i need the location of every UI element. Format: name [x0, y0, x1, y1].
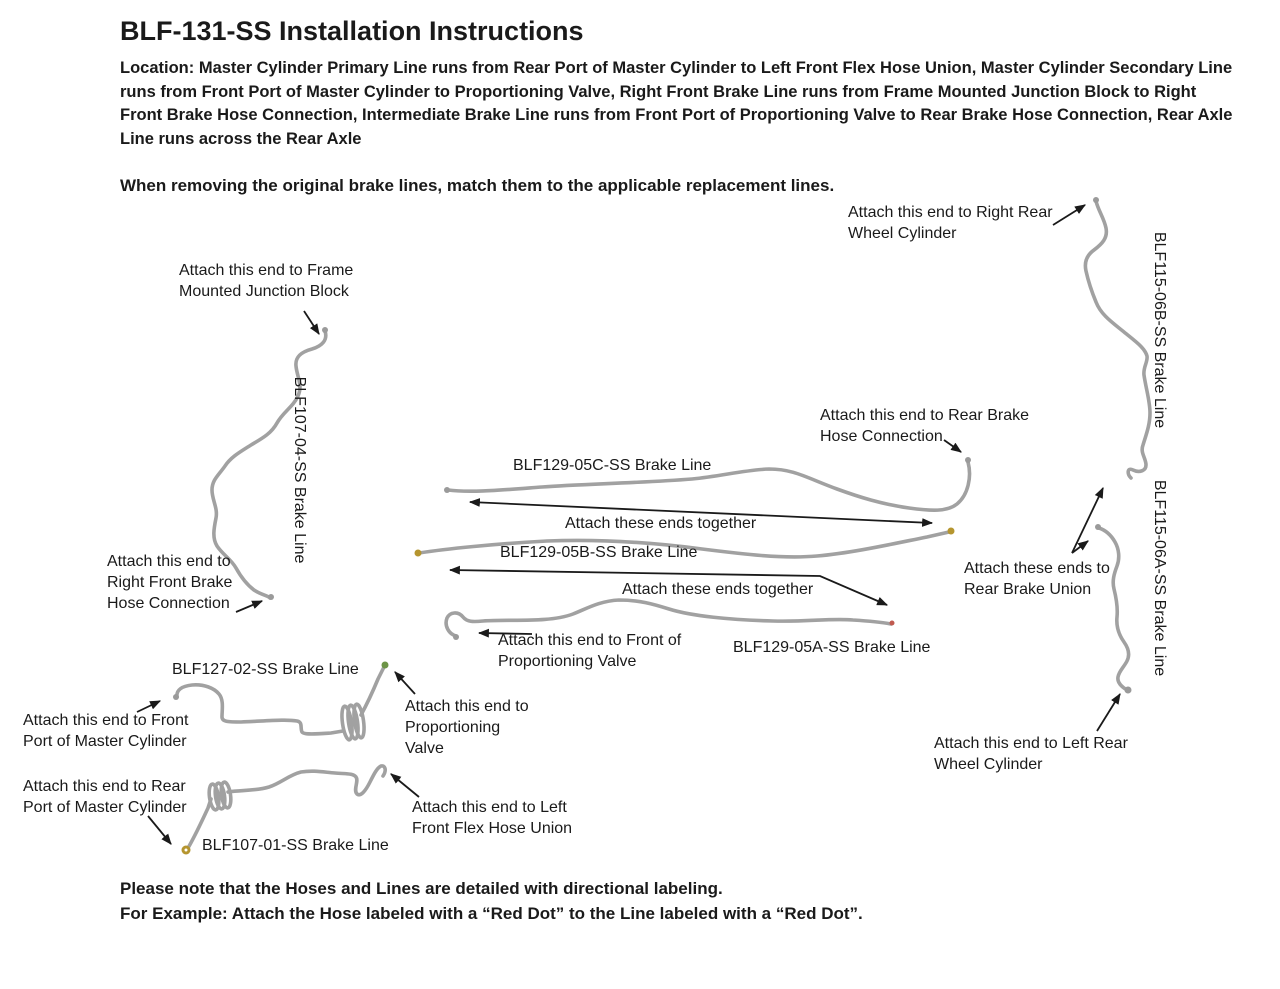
fitting-red-dot [890, 621, 895, 626]
arrow-left-rear-wheel [1097, 694, 1120, 731]
location-paragraph: Location: Master Cylinder Primary Line runs from Rear Port of Master Cylinder to Left Front Flex Hose Union, Master Cylinder Secondary Line runs from Front Port of Master Cylinder to Proportioning Valve, Right Front Brake Line runs from Frame Mounted Junction Block to Right Front Brake Hose Connection, Intermediate Brake Line runs from Front Port of Proportioning Valve to Rear Brake Hose Connection, Rear Axle Line runs across the Rear Axle [120, 59, 1233, 148]
line-label-blf127-02: BLF127-02-SS Brake Line [172, 661, 359, 678]
arrow-rear-brake-union-upper [1072, 488, 1103, 553]
callout-front-port-master: Attach this end to Front Port of Master Cylinder [23, 712, 189, 750]
line-label-blf129-05a: BLF129-05A-SS Brake Line [733, 639, 931, 656]
footer-note-line1: Please note that the Hoses and Lines are detailed with directional labeling. [120, 879, 723, 898]
callout-left-front-flex: Attach this end to Left Front Flex Hose Union [412, 799, 573, 837]
match-note: When removing the original brake lines, match them to the applicable replacement lines. [120, 176, 835, 195]
line-label-blf129-05c: BLF129-05C-SS Brake Line [513, 457, 712, 474]
line-label-blf107-01: BLF107-01-SS Brake Line [202, 837, 389, 854]
fitting-gray [453, 634, 459, 640]
callout-prop-valve: Attach this end to Proportioning Valve [405, 698, 529, 757]
fitting-brass [415, 550, 422, 557]
blf115-06b-line-drawing [1085, 201, 1150, 478]
fitting-gray [268, 594, 274, 600]
blf127-02-line-drawing [361, 667, 384, 715]
callout-rear-brake-union: Attach these ends to Rear Brake Union [964, 560, 1110, 598]
line-label-blf129-05b: BLF129-05B-SS Brake Line [500, 544, 698, 561]
fitting-gray [1125, 687, 1132, 694]
callout-left-rear-wheel: Attach this end to Left Rear Wheel Cylinder [934, 735, 1128, 773]
fitting-gray [444, 487, 450, 493]
callout-right-rear-wheel: Attach this end to Right Rear Wheel Cylinder [848, 204, 1053, 242]
page-title: BLF-131-SS Installation Instructions [120, 16, 584, 46]
footer-note-line2: For Example: Attach the Hose labeled with a “Red Dot” to the Line labeled with a “Red Dot”. [120, 903, 863, 923]
fitting-gray [1093, 197, 1099, 203]
arrow-rear-port-master [148, 816, 171, 844]
fitting-gray [173, 694, 179, 700]
arrow-left-front-flex [391, 774, 419, 797]
arrow-frame-junction [304, 311, 319, 334]
arrow-right-front-brake-hose [236, 601, 262, 612]
fitting-gray [965, 457, 971, 463]
fitting-gray [1095, 524, 1101, 530]
callout-rear-port-master: Attach this end to Rear Port of Master Cylinder [23, 778, 187, 816]
fitting-green [382, 662, 389, 669]
callout-attach-together-1: Attach these ends together [565, 515, 757, 532]
callout-right-front-brake-hose: Attach this end to Right Front Brake Hose Connection [107, 553, 233, 612]
line-label-blf107-04: BLF107-04-SS Brake Line [291, 376, 308, 564]
fitting-brass [948, 528, 955, 535]
callout-front-of-prop-valve: Attach this end to Front of Proportioning Valve [498, 632, 682, 670]
arrow-prop-valve [395, 672, 415, 694]
callout-attach-together-2: Attach these ends together [622, 581, 814, 598]
callout-rear-brake-hose: Attach this end to Rear Brake Hose Connection [820, 407, 1029, 445]
line-label-blf115-06a: BLF115-06A-SS Brake Line [1151, 479, 1168, 677]
fitting-brass-eyelet-hole [185, 849, 188, 852]
blf115-06a-line-drawing [1099, 528, 1129, 690]
fitting-gray [322, 327, 328, 333]
footer-note [120, 877, 863, 926]
callout-frame-junction: Attach this end to Frame Mounted Junction Block [179, 262, 354, 300]
line-label-blf115-06b: BLF115-06B-SS Brake Line [1151, 231, 1168, 429]
blf107-01-line-drawing [228, 766, 385, 795]
